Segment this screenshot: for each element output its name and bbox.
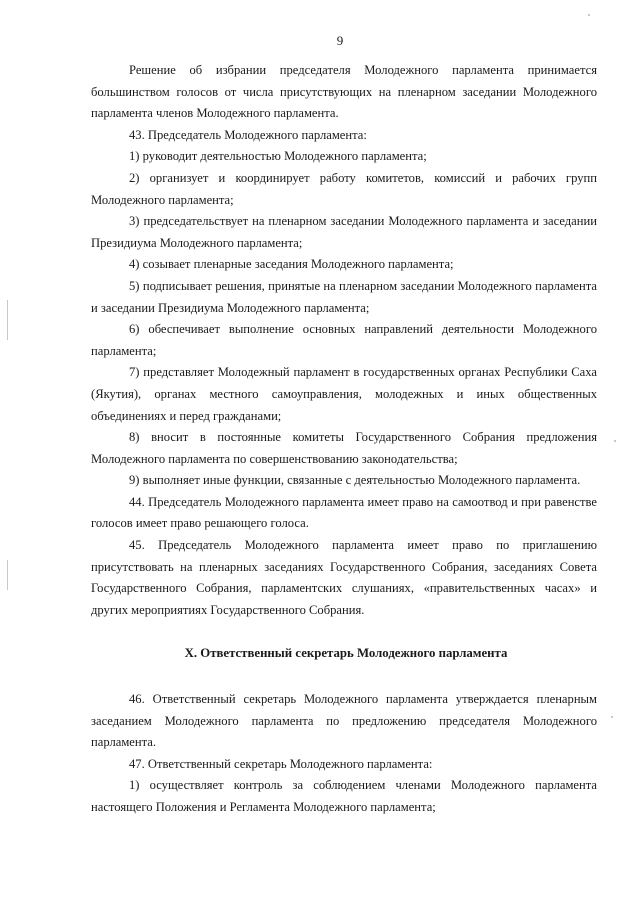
paragraph: 3) председательствует на пленарном заседании Молодежного парламента и заседании Президиума Молодежного парламента;: [91, 214, 597, 250]
paragraph: 47. Ответственный секретарь Молодежного парламента:: [129, 756, 433, 771]
paragraph: Решение об избрании председателя Молодежного парламента принимается большинством голосов от числа присутствующих на пленарном заседании Молодежного парламента членов Молодежного парламента.: [91, 63, 597, 121]
scan-artifact: [611, 716, 613, 718]
section-heading: X. Ответственный секретарь Молодежного парламента: [184, 646, 508, 661]
paragraph: 1) руководит деятельностью Молодежного парламента;: [129, 149, 427, 164]
scan-artifact: [7, 560, 8, 590]
paragraph: 46. Ответственный секретарь Молодежного парламента утверждается пленарным заседанием Молодежного парламента по предложению председателя Молодежного парламента.: [91, 692, 597, 750]
scan-artifact: [614, 440, 616, 442]
paragraph: 5) подписывает решения, принятые на пленарном заседании Молодежного парламента и заседании Президиума Молодежного парламента;: [91, 278, 597, 315]
document-body: [91, 60, 597, 819]
paragraph: 6) обеспечивает выполнение основных направлений деятельности Молодежного парламента;: [91, 322, 597, 358]
paragraph: 9) выполняет иные функции, связанные с деятельностью Молодежного парламента.: [129, 473, 581, 488]
scan-artifact: [588, 14, 590, 16]
paragraph: 2) организует и координирует работу комитетов, комиссий и рабочих групп Молодежного парламента;: [91, 170, 597, 207]
paragraph: 7) представляет Молодежный парламент в государственных органах Республики Саха (Якутия), органах местного самоуправления, молодежных и иных общественных объединениях и перед гражданами;: [91, 365, 597, 423]
page-number: 9: [336, 33, 344, 48]
paragraph: 8) вносит в постоянные комитеты Государственного Собрания предложения Молодежного парламента по совершенствованию законодательства;: [91, 430, 597, 466]
paragraph: 43. Председатель Молодежного парламента:: [129, 127, 367, 142]
scan-artifact: [7, 300, 8, 340]
paragraph: 4) созывает пленарные заседания Молодежного парламента;: [129, 257, 454, 272]
paragraph: 1) осуществляет контроль за соблюдением членами Молодежного парламента настоящего Положения и Регламента Молодежного парламента;: [91, 778, 597, 814]
paragraph: 44. Председатель Молодежного парламента имеет право на самоотвод и при равенстве голосов имеет право решающего голоса.: [91, 494, 597, 531]
paragraph: 45. Председатель Молодежного парламента имеет право по приглашению присутствовать на пленарных заседаниях Государственного Собрания, заседаниях Совета Государственного Собрания, парламентских слушаниях, «правительственных часах» и других мероприятиях Государственного Собрания.: [91, 538, 597, 617]
